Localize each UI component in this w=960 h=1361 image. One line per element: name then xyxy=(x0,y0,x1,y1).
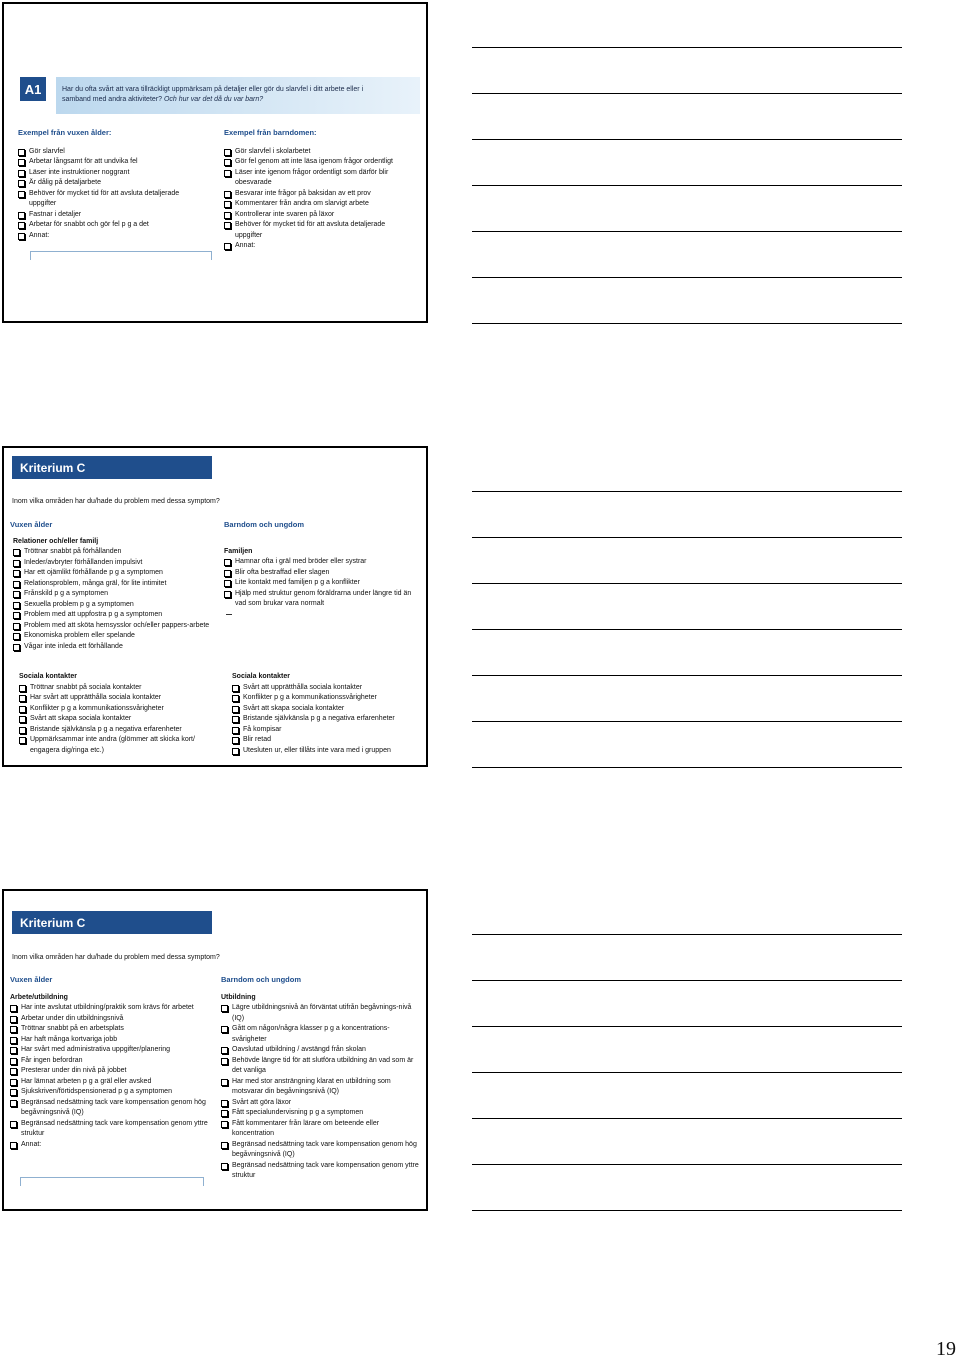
adult-heading: Exempel från vuxen ålder: xyxy=(18,128,112,137)
checkbox-item[interactable]: Frånskild p g a symptomen xyxy=(13,589,215,600)
checkbox-item[interactable]: Blir retad xyxy=(232,735,422,746)
adult-heading: Vuxen ålder xyxy=(10,520,53,529)
answer-box[interactable] xyxy=(20,1177,204,1186)
checkbox-item[interactable]: Presterar under din nivå på jobbet xyxy=(10,1066,215,1077)
childhood-social xyxy=(232,672,422,756)
checkbox-item[interactable]: Svårt att skapa sociala kontakter xyxy=(19,714,217,725)
checkbox-item[interactable]: Gör slarvfel i skolarbetet xyxy=(224,147,409,158)
checkbox-item[interactable]: Annat: xyxy=(10,1140,215,1151)
note-line xyxy=(472,48,902,94)
checkbox-item[interactable]: Kommentarer från andra om slarvigt arbete xyxy=(224,199,409,210)
checkbox-item[interactable]: Arbetar under din utbildningsnivå xyxy=(10,1014,215,1025)
slide-kriterium-c-2 xyxy=(2,889,428,1211)
adult-column xyxy=(10,520,215,652)
checkbox-item[interactable]: Besvarar inte frågor på baksidan av ett prov xyxy=(224,189,409,200)
dash xyxy=(226,614,232,615)
checkbox-item[interactable]: Blir ofta bestraffad eller slagen xyxy=(224,568,420,579)
notes-lines-3 xyxy=(472,889,902,1211)
adult-social xyxy=(19,672,217,756)
work-list xyxy=(10,1003,215,1150)
checkbox-item[interactable]: Annat: xyxy=(224,241,409,252)
note-line xyxy=(472,2,902,48)
checkbox-item[interactable]: Annat: xyxy=(18,231,203,242)
checkbox-item[interactable]: Har med stor ansträngning klarat en utbildning som motsvarar din begåvningsnivå (IQ) xyxy=(221,1077,421,1098)
checkbox-item[interactable]: Begränsad nedsättning tack vare kompensation genom yttre struktur xyxy=(10,1119,215,1140)
slide-banner: Kriterium C xyxy=(12,456,212,479)
child-social-list xyxy=(232,683,422,757)
checkbox-item[interactable]: Konflikter p g a kommunikationssvårigheter xyxy=(232,693,422,704)
note-line xyxy=(472,1073,902,1119)
note-line xyxy=(472,584,902,630)
checkbox-item[interactable]: Läser inte instruktioner noggrant xyxy=(18,168,203,179)
childhood-heading: Barndom och ungdom xyxy=(224,520,304,529)
family-list xyxy=(224,557,420,610)
note-line xyxy=(472,186,902,232)
note-line xyxy=(472,676,902,722)
childhood-column xyxy=(221,975,421,1182)
checkbox-item[interactable]: Problem med att uppfostra p g a symptomen xyxy=(13,610,215,621)
note-line xyxy=(472,278,902,324)
checkbox-item[interactable]: Svårt att göra läxor xyxy=(221,1098,421,1109)
a1-badge: A1 xyxy=(20,77,46,101)
question-line2: samband med andra aktiviteter? xyxy=(62,96,164,103)
checkbox-item[interactable]: Uppmärksammar inte andra (glömmer att skicka kort/ engagera dig/ringa etc.) xyxy=(19,735,217,756)
note-line xyxy=(472,1165,902,1211)
adult-column xyxy=(10,975,215,1150)
checkbox-item[interactable]: Gått om någon/några klasser p g a koncentrations-svårigheter xyxy=(221,1024,421,1045)
group-title: Relationer och/eller familj xyxy=(13,537,99,545)
adult-list xyxy=(18,147,203,242)
checkbox-item[interactable]: Gör slarvfel xyxy=(18,147,203,158)
adult-examples xyxy=(18,128,203,241)
note-line xyxy=(472,492,902,538)
checkbox-item[interactable]: Har inte avslutat utbildning/praktik som krävs för arbetet xyxy=(10,1003,215,1014)
checkbox-item[interactable]: Har svårt att upprätthålla sociala kontakter xyxy=(19,693,217,704)
slide-intro: Inom vilka områden har du/hade du problem med dessa symptom? xyxy=(12,498,220,505)
note-line xyxy=(472,538,902,584)
checkbox-item[interactable]: Bristande självkänsla p g a negativa erfarenheter xyxy=(19,725,217,736)
page-number: 19 xyxy=(936,1338,956,1360)
note-line xyxy=(472,722,902,768)
checkbox-item[interactable]: Sexuella problem p g a symptomen xyxy=(13,600,215,611)
checkbox-item[interactable]: Hjälp med struktur genom föräldrarna under längre tid än vad som brukar vara normalt xyxy=(224,589,420,610)
checkbox-item[interactable]: Begränsad nedsättning tack vare kompensation genom hög begåvningsnivå (IQ) xyxy=(10,1098,215,1119)
note-line xyxy=(472,630,902,676)
checkbox-item[interactable]: Inleder/avbryter förhållanden impulsivt xyxy=(13,558,215,569)
slide-kriterium-c-1 xyxy=(2,446,428,767)
note-line xyxy=(472,232,902,278)
checkbox-item[interactable]: Arbetar långsamt för att undvika fel xyxy=(18,157,203,168)
checkbox-item[interactable]: Relationsproblem, många gräl, för lite intimitet xyxy=(13,579,215,590)
note-line xyxy=(472,140,902,186)
checkbox-item[interactable]: Behövde längre tid för att slutföra utbildning än vad som är det vanliga xyxy=(221,1056,421,1077)
question-line2-italic: Och hur var det då du var barn? xyxy=(163,96,264,103)
checkbox-item[interactable]: Får ingen befordran xyxy=(10,1056,215,1067)
checkbox-item[interactable]: Sjukskriven/förtidspensionerad p g a symptomen xyxy=(10,1087,215,1098)
checkbox-item[interactable]: Bristande självkänsla p g a negativa erfarenheter xyxy=(232,714,422,725)
adult-heading: Vuxen ålder xyxy=(10,975,53,984)
childhood-list xyxy=(224,147,409,252)
slide-banner: Kriterium C xyxy=(12,911,212,934)
checkbox-item[interactable]: Fått kommentarer från lärare om beteende eller koncentration xyxy=(221,1119,421,1140)
checkbox-item[interactable]: Fått specialundervisning p g a symptomen xyxy=(221,1108,421,1119)
checkbox-item[interactable]: Lite kontakt med familjen p g a konflikter xyxy=(224,578,420,589)
checkbox-item[interactable]: Behöver för mycket tid för att avsluta detaljerade uppgifter xyxy=(224,220,409,241)
note-line xyxy=(472,1119,902,1165)
checkbox-item[interactable]: Få kompisar xyxy=(232,725,422,736)
note-line xyxy=(472,1027,902,1073)
note-line xyxy=(472,94,902,140)
note-line xyxy=(472,889,902,935)
checkbox-item[interactable]: Har lämnat arbeten p g a gräl eller avsked xyxy=(10,1077,215,1088)
slide-intro: Inom vilka områden har du/hade du problem med dessa symptom? xyxy=(12,954,220,961)
checkbox-item[interactable]: Är dålig på detaljarbete xyxy=(18,178,203,189)
checkbox-item[interactable]: Fastnar i detaljer xyxy=(18,210,203,221)
checkbox-item[interactable]: Svårt att upprätthålla sociala kontakter xyxy=(232,683,422,694)
childhood-examples xyxy=(224,128,409,252)
checkbox-item[interactable]: Lägre utbildningsnivå än förväntat utifrån begåvnings-nivå (IQ) xyxy=(221,1003,421,1024)
checkbox-item[interactable]: Problem med att sköta hemsysslor och/eller pappers-arbete xyxy=(13,621,215,632)
checkbox-item[interactable]: Behöver för mycket tid för att avsluta detaljerade uppgifter xyxy=(18,189,203,210)
group-title: Arbete/utbildning xyxy=(10,993,68,1001)
checkbox-item[interactable]: Vågar inte inleda ett förhållande xyxy=(13,642,215,653)
checkbox-item[interactable]: Tröttnar snabbt på förhållanden xyxy=(13,547,215,558)
checkbox-item[interactable]: Ekonomiska problem eller spelande xyxy=(13,631,215,642)
group-title: Sociala kontakter xyxy=(19,673,77,680)
checkbox-item[interactable]: Oavslutad utbildning / avstängd från skolan xyxy=(221,1045,421,1056)
checkbox-item[interactable]: Gör fel genom att inte läsa igenom frågor ordentligt xyxy=(224,157,409,168)
education-list xyxy=(221,1003,421,1182)
checkbox-item[interactable]: Har haft många kortvariga jobb xyxy=(10,1035,215,1046)
checkbox-item[interactable]: Utesluten ur, eller tillåts inte vara med i gruppen xyxy=(232,746,422,757)
group-title: Utbildning xyxy=(221,993,256,1001)
relations-list xyxy=(10,547,215,652)
group-title: Familjen xyxy=(224,547,253,555)
checkbox-item[interactable]: Har ett ojämlikt förhållande p g a symptomen xyxy=(13,568,215,579)
group-title: Sociala kontakter xyxy=(232,673,290,680)
checkbox-item[interactable]: Tröttnar snabbt på sociala kontakter xyxy=(19,683,217,694)
slide-a1 xyxy=(2,2,428,323)
checkbox-item[interactable]: Svårt att skapa sociala kontakter xyxy=(232,704,422,715)
question-line1: Har du ofta svårt att vara tillräckligt uppmärksam på detaljer eller gör du slarvfel i ditt arbete eller i xyxy=(62,86,364,93)
checkbox-item[interactable]: Begränsad nedsättning tack vare kompensation genom hög begåvningsnivå (IQ) xyxy=(221,1140,421,1161)
note-line xyxy=(472,935,902,981)
checkbox-item[interactable]: Hamnar ofta i gräl med bröder eller systrar xyxy=(224,557,420,568)
checkbox-item[interactable]: Arbetar för snabbt och gör fel p g a det xyxy=(18,220,203,231)
adult-social-list xyxy=(19,683,217,757)
childhood-heading: Barndom och ungdom xyxy=(221,975,301,984)
answer-box[interactable] xyxy=(30,251,212,260)
note-line xyxy=(472,981,902,1027)
notes-lines-1 xyxy=(472,2,902,324)
note-line xyxy=(472,446,902,492)
childhood-heading: Exempel från barndomen: xyxy=(224,128,317,137)
checkbox-item[interactable]: Har svårt med administrativa uppgifter/planering xyxy=(10,1045,215,1056)
checkbox-item[interactable]: Kontrollerar inte svaren på läxor xyxy=(224,210,409,221)
checkbox-item[interactable]: Tröttnar snabbt på en arbetsplats xyxy=(10,1024,215,1035)
checkbox-item[interactable]: Begränsad nedsättning tack vare kompensation genom yttre struktur xyxy=(221,1161,421,1182)
a1-question xyxy=(56,77,420,114)
checkbox-item[interactable]: Läser inte igenom frågor ordentligt som därför blir obesvarade xyxy=(224,168,409,189)
notes-lines-2 xyxy=(472,446,902,768)
checkbox-item[interactable]: Konflikter p g a kommunikationssvårigheter xyxy=(19,704,217,715)
childhood-column xyxy=(224,520,420,610)
